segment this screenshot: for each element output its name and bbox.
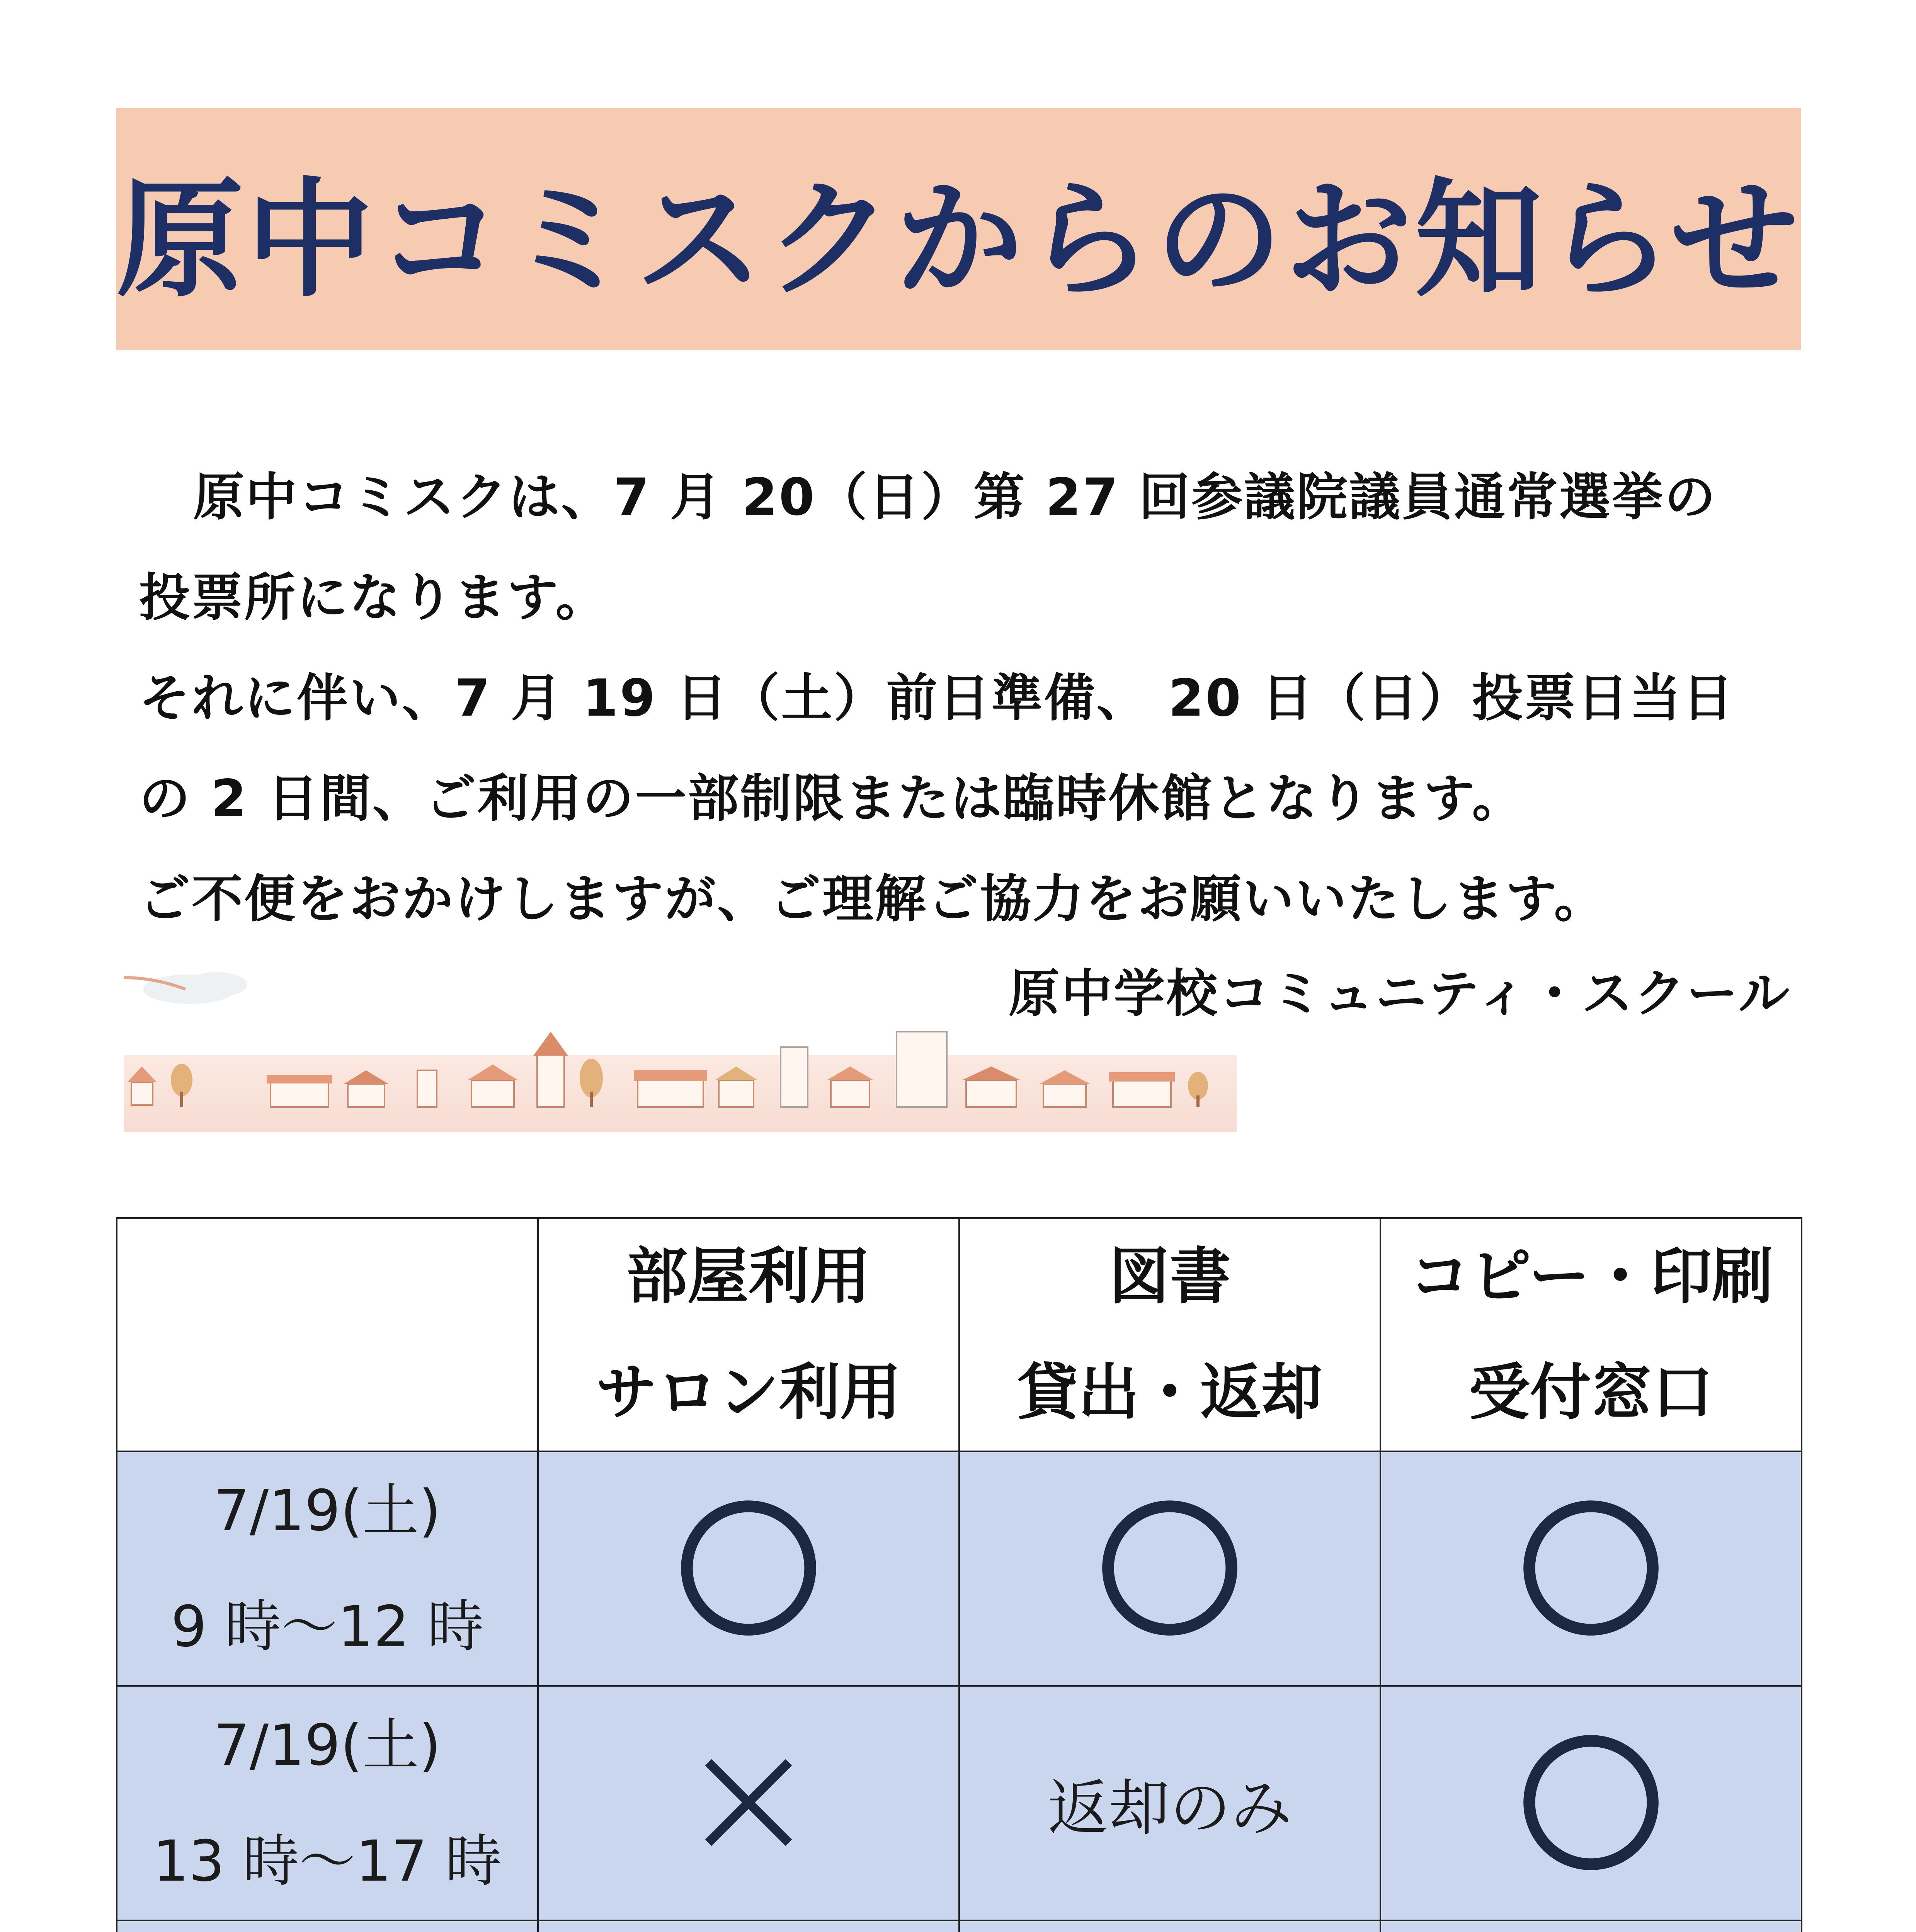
circle-icon (675, 1495, 822, 1641)
header-empty (117, 1218, 538, 1451)
status-cell (538, 1920, 959, 1932)
status-cell (1380, 1920, 1802, 1932)
row-time: 9 時～12 時 (171, 1594, 484, 1660)
circle-icon (1096, 1495, 1243, 1641)
header-library (959, 1218, 1380, 1451)
building (897, 1032, 947, 1107)
header-copy-line2: 受付窓口 (1469, 1357, 1713, 1428)
title-banner (116, 108, 1801, 350)
intro-line: 原中コミスクは、7 月 20（日）第 27 回参議院議員通常選挙の (193, 468, 1717, 527)
tower (417, 1070, 437, 1107)
header-copy (1380, 1218, 1802, 1451)
status-cell (538, 1686, 959, 1920)
building (781, 1047, 808, 1107)
church (533, 1032, 568, 1107)
status-cell (1380, 1451, 1802, 1686)
table-row (117, 1686, 1802, 1920)
table-header-row (117, 1218, 1802, 1451)
header-library-line1: 図書 (1109, 1241, 1231, 1312)
status-cell (959, 1920, 1380, 1932)
header-copy-line1: コピー・印刷 (1409, 1241, 1773, 1312)
circle-icon (1518, 1729, 1664, 1876)
intro-line: それに伴い、7 月 19 日（土）前日準備、 20 日（日）投票日当日 (139, 668, 1735, 728)
intro-line: 投票所になります。 (139, 568, 608, 628)
status-cell (1380, 1686, 1802, 1920)
row-date: 7/19(土) (214, 1478, 441, 1544)
table-row (117, 1920, 1802, 1932)
page-title: 原中コミスクからのお知らせ (116, 165, 1801, 314)
table-row (117, 1451, 1802, 1686)
circle-icon (1518, 1495, 1664, 1641)
row-time: 13 時～17 時 (153, 1828, 502, 1894)
header-room-line2: サロン利用 (596, 1357, 901, 1428)
return-only-text: 返却のみ (1048, 1773, 1292, 1844)
status-cell (959, 1686, 1380, 1920)
intro-line: の 2 日間、ご利用の一部制限または臨時休館となります。 (139, 769, 1525, 828)
cross-icon (698, 1752, 799, 1853)
intro-line: ご不便をおかけしますが、ご理解ご協力をお願いいたします。 (139, 869, 1607, 929)
row-date: 7/19(土) (214, 1712, 441, 1778)
status-cell (959, 1451, 1380, 1686)
house-2 (267, 1075, 332, 1107)
signature: 原中学校コミュニティ・スクール (1009, 964, 1791, 1024)
header-library-line2: 貸出・返却 (1017, 1357, 1322, 1428)
time-cell (117, 1451, 538, 1686)
time-cell (117, 1686, 538, 1920)
time-cell (117, 1920, 538, 1932)
status-cell (538, 1451, 959, 1686)
schedule-table (116, 1217, 1802, 1932)
shop (634, 1070, 707, 1107)
header-room (538, 1218, 959, 1451)
house-9 (1109, 1072, 1175, 1107)
header-room-line1: 部屋利用 (626, 1241, 871, 1312)
row-date (117, 1922, 537, 1932)
